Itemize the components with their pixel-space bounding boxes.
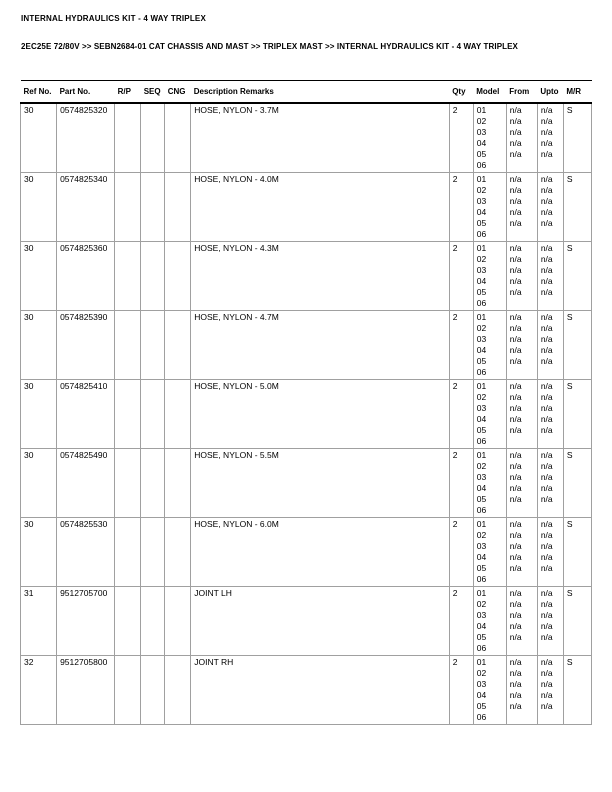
cell-qty: 2 [449,587,473,656]
upto-value: n/a [540,196,553,206]
cell-qty: 2 [449,173,473,242]
cell-cng [165,449,191,518]
upto-value: n/a [540,621,553,631]
upto-value: n/a [540,287,553,297]
cell-mr: S [563,587,591,656]
cell-cng [165,173,191,242]
from-value: n/a [509,174,522,184]
table-row [21,380,592,449]
cell-cng [165,311,191,380]
from-value: n/a [509,414,522,424]
model-value: 04 [476,207,487,217]
cell-description: HOSE, NYLON - 4.7M [191,311,449,380]
from-value: n/a [509,632,522,642]
upto-value: n/a [540,138,553,148]
cell-part-no: 0574825490 [57,449,115,518]
breadcrumb: 2EC25E 72/80V >> SEBN2684-01 CAT CHASSIS AND MAST >> TRIPLEX MAST >> INTERNAL HYDRAULICS KIT - 4 WAY TRIPLEX [21,42,518,51]
from-value: n/a [509,530,522,540]
upto-value: n/a [540,414,553,424]
from-value: n/a [509,356,522,366]
model-value: 02 [476,668,487,678]
model-value: 06 [476,229,487,239]
model-value: 02 [476,530,487,540]
model-value: 05 [476,494,487,504]
upto-value: n/a [540,403,553,413]
parts-table [20,80,592,725]
model-value: 01 [476,312,487,322]
cell-description: HOSE, NYLON - 5.0M [191,380,449,449]
upto-value: n/a [540,552,553,562]
cell-ref-no: 30 [21,380,57,449]
cell-upto-list [537,587,563,656]
upto-value: n/a [540,392,553,402]
cell-ref-no: 30 [21,518,57,587]
model-value: 03 [476,196,487,206]
cell-upto-list [537,449,563,518]
from-value: n/a [509,265,522,275]
model-value: 06 [476,574,487,584]
cell-qty: 2 [449,242,473,311]
model-value: 05 [476,287,487,297]
cell-part-no: 0574825410 [57,380,115,449]
cell-model-list [473,242,506,311]
table-row [21,103,592,173]
from-value: n/a [509,690,522,700]
cell-seq [141,380,165,449]
from-value: n/a [509,552,522,562]
model-value: 04 [476,414,487,424]
model-value: 03 [476,265,487,275]
cell-part-no: 0574825360 [57,242,115,311]
table-row [21,656,592,725]
cell-qty: 2 [449,103,473,173]
cell-from-list [506,311,537,380]
cell-model-list [473,587,506,656]
cell-ref-no: 30 [21,311,57,380]
model-value: 06 [476,298,487,308]
model-value: 04 [476,690,487,700]
from-value: n/a [509,185,522,195]
column-header-cng: CNG [165,81,191,104]
model-value: 04 [476,483,487,493]
cell-description: HOSE, NYLON - 3.7M [191,103,449,173]
cell-rp [115,587,141,656]
cell-seq [141,656,165,725]
cell-qty: 2 [449,656,473,725]
cell-cng [165,518,191,587]
cell-from-list [506,242,537,311]
column-header-model: Model [473,81,506,104]
model-value: 05 [476,356,487,366]
upto-value: n/a [540,116,553,126]
cell-upto-list [537,103,563,173]
model-value: 03 [476,334,487,344]
from-value: n/a [509,588,522,598]
upto-value: n/a [540,494,553,504]
model-value: 04 [476,621,487,631]
cell-model-list [473,103,506,173]
cell-from-list [506,449,537,518]
from-value: n/a [509,403,522,413]
from-value: n/a [509,679,522,689]
model-value: 02 [476,392,487,402]
model-value: 04 [476,138,487,148]
cell-upto-list [537,173,563,242]
column-header-upto: Upto [537,81,563,104]
cell-from-list [506,587,537,656]
upto-value: n/a [540,563,553,573]
from-value: n/a [509,254,522,264]
model-value: 02 [476,461,487,471]
cell-part-no: 0574825530 [57,518,115,587]
cell-part-no: 0574825320 [57,103,115,173]
cell-from-list [506,103,537,173]
upto-value: n/a [540,312,553,322]
model-value: 02 [476,116,487,126]
cell-from-list [506,656,537,725]
cell-seq [141,449,165,518]
from-value: n/a [509,276,522,286]
from-value: n/a [509,127,522,137]
cell-rp [115,380,141,449]
from-value: n/a [509,483,522,493]
cell-ref-no: 30 [21,242,57,311]
column-header-part-no: Part No. [57,81,115,104]
cell-description: HOSE, NYLON - 4.3M [191,242,449,311]
cell-rp [115,242,141,311]
cell-rp [115,173,141,242]
model-value: 06 [476,367,487,377]
from-value: n/a [509,345,522,355]
model-value: 01 [476,105,487,115]
model-value: 06 [476,643,487,653]
table-row [21,518,592,587]
cell-qty: 2 [449,518,473,587]
upto-value: n/a [540,174,553,184]
upto-value: n/a [540,218,553,228]
upto-value: n/a [540,345,553,355]
cell-cng [165,242,191,311]
cell-mr: S [563,242,591,311]
cell-from-list [506,518,537,587]
table-row [21,242,592,311]
upto-value: n/a [540,254,553,264]
cell-model-list [473,518,506,587]
model-value: 02 [476,599,487,609]
cell-from-list [506,380,537,449]
from-value: n/a [509,381,522,391]
cell-mr: S [563,311,591,380]
upto-value: n/a [540,483,553,493]
upto-value: n/a [540,450,553,460]
cell-qty: 2 [449,449,473,518]
from-value: n/a [509,334,522,344]
model-value: 01 [476,174,487,184]
cell-model-list [473,656,506,725]
model-value: 01 [476,657,487,667]
upto-value: n/a [540,668,553,678]
cell-part-no: 9512705800 [57,656,115,725]
upto-value: n/a [540,381,553,391]
model-value: 01 [476,519,487,529]
cell-upto-list [537,518,563,587]
model-value: 06 [476,712,487,722]
cell-rp [115,311,141,380]
cell-cng [165,103,191,173]
column-header-ref-no: Ref No. [21,81,57,104]
from-value: n/a [509,621,522,631]
upto-value: n/a [540,207,553,217]
upto-value: n/a [540,127,553,137]
upto-value: n/a [540,334,553,344]
cell-mr: S [563,518,591,587]
from-value: n/a [509,196,522,206]
model-value: 01 [476,381,487,391]
model-value: 05 [476,701,487,711]
model-value: 02 [476,323,487,333]
model-value: 02 [476,254,487,264]
cell-from-list [506,173,537,242]
model-value: 06 [476,160,487,170]
cell-cng [165,656,191,725]
model-value: 03 [476,679,487,689]
cell-part-no: 9512705700 [57,587,115,656]
cell-rp [115,449,141,518]
table-row [21,311,592,380]
from-value: n/a [509,599,522,609]
from-value: n/a [509,392,522,402]
upto-value: n/a [540,149,553,159]
cell-mr: S [563,173,591,242]
upto-value: n/a [540,610,553,620]
cell-qty: 2 [449,311,473,380]
model-value: 05 [476,563,487,573]
from-value: n/a [509,116,522,126]
upto-value: n/a [540,588,553,598]
upto-value: n/a [540,461,553,471]
upto-value: n/a [540,472,553,482]
from-value: n/a [509,450,522,460]
cell-mr: S [563,380,591,449]
model-value: 05 [476,425,487,435]
upto-value: n/a [540,632,553,642]
model-value: 05 [476,632,487,642]
model-value: 06 [476,505,487,515]
cell-model-list [473,311,506,380]
from-value: n/a [509,243,522,253]
model-value: 06 [476,436,487,446]
from-value: n/a [509,610,522,620]
cell-model-list [473,449,506,518]
cell-description: HOSE, NYLON - 6.0M [191,518,449,587]
upto-value: n/a [540,105,553,115]
model-value: 04 [476,276,487,286]
cell-model-list [473,380,506,449]
from-value: n/a [509,149,522,159]
upto-value: n/a [540,599,553,609]
cell-rp [115,656,141,725]
column-header-rp: R/P [115,81,141,104]
from-value: n/a [509,138,522,148]
from-value: n/a [509,494,522,504]
column-header-description: Description Remarks [191,81,449,104]
upto-value: n/a [540,265,553,275]
model-value: 03 [476,403,487,413]
model-value: 03 [476,472,487,482]
cell-ref-no: 30 [21,173,57,242]
from-value: n/a [509,312,522,322]
from-value: n/a [509,701,522,711]
model-value: 05 [476,149,487,159]
column-header-qty: Qty [449,81,473,104]
cell-seq [141,173,165,242]
from-value: n/a [509,541,522,551]
from-value: n/a [509,461,522,471]
cell-seq [141,311,165,380]
upto-value: n/a [540,425,553,435]
upto-value: n/a [540,541,553,551]
upto-value: n/a [540,243,553,253]
cell-model-list [473,173,506,242]
table-row [21,449,592,518]
page-title: INTERNAL HYDRAULICS KIT - 4 WAY TRIPLEX [21,14,207,23]
from-value: n/a [509,472,522,482]
column-header-mr: M/R [563,81,591,104]
cell-upto-list [537,311,563,380]
cell-mr: S [563,103,591,173]
upto-value: n/a [540,356,553,366]
model-value: 01 [476,243,487,253]
cell-seq [141,518,165,587]
upto-value: n/a [540,519,553,529]
model-value: 03 [476,541,487,551]
table-row [21,587,592,656]
model-value: 01 [476,450,487,460]
model-value: 01 [476,588,487,598]
cell-ref-no: 31 [21,587,57,656]
cell-part-no: 0574825340 [57,173,115,242]
cell-upto-list [537,380,563,449]
model-value: 04 [476,552,487,562]
from-value: n/a [509,519,522,529]
cell-mr: S [563,449,591,518]
cell-rp [115,518,141,587]
cell-seq [141,103,165,173]
upto-value: n/a [540,690,553,700]
model-value: 02 [476,185,487,195]
from-value: n/a [509,657,522,667]
model-value: 03 [476,610,487,620]
cell-upto-list [537,656,563,725]
table-row [21,173,592,242]
upto-value: n/a [540,185,553,195]
upto-value: n/a [540,530,553,540]
upto-value: n/a [540,679,553,689]
cell-seq [141,587,165,656]
upto-value: n/a [540,276,553,286]
cell-mr: S [563,656,591,725]
cell-upto-list [537,242,563,311]
cell-cng [165,587,191,656]
from-value: n/a [509,218,522,228]
model-value: 03 [476,127,487,137]
cell-description: JOINT LH [191,587,449,656]
cell-part-no: 0574825390 [57,311,115,380]
cell-seq [141,242,165,311]
cell-ref-no: 30 [21,449,57,518]
cell-rp [115,103,141,173]
cell-cng [165,380,191,449]
from-value: n/a [509,668,522,678]
model-value: 05 [476,218,487,228]
from-value: n/a [509,105,522,115]
cell-description: HOSE, NYLON - 4.0M [191,173,449,242]
from-value: n/a [509,207,522,217]
cell-qty: 2 [449,380,473,449]
upto-value: n/a [540,701,553,711]
column-header-seq: SEQ [141,81,165,104]
from-value: n/a [509,425,522,435]
model-value: 04 [476,345,487,355]
cell-ref-no: 30 [21,103,57,173]
from-value: n/a [509,563,522,573]
upto-value: n/a [540,657,553,667]
upto-value: n/a [540,323,553,333]
from-value: n/a [509,323,522,333]
table-header-row [21,81,592,104]
cell-description: HOSE, NYLON - 5.5M [191,449,449,518]
table-body [21,103,592,725]
table-header [21,81,592,104]
column-header-from: From [506,81,537,104]
cell-description: JOINT RH [191,656,449,725]
cell-ref-no: 32 [21,656,57,725]
from-value: n/a [509,287,522,297]
